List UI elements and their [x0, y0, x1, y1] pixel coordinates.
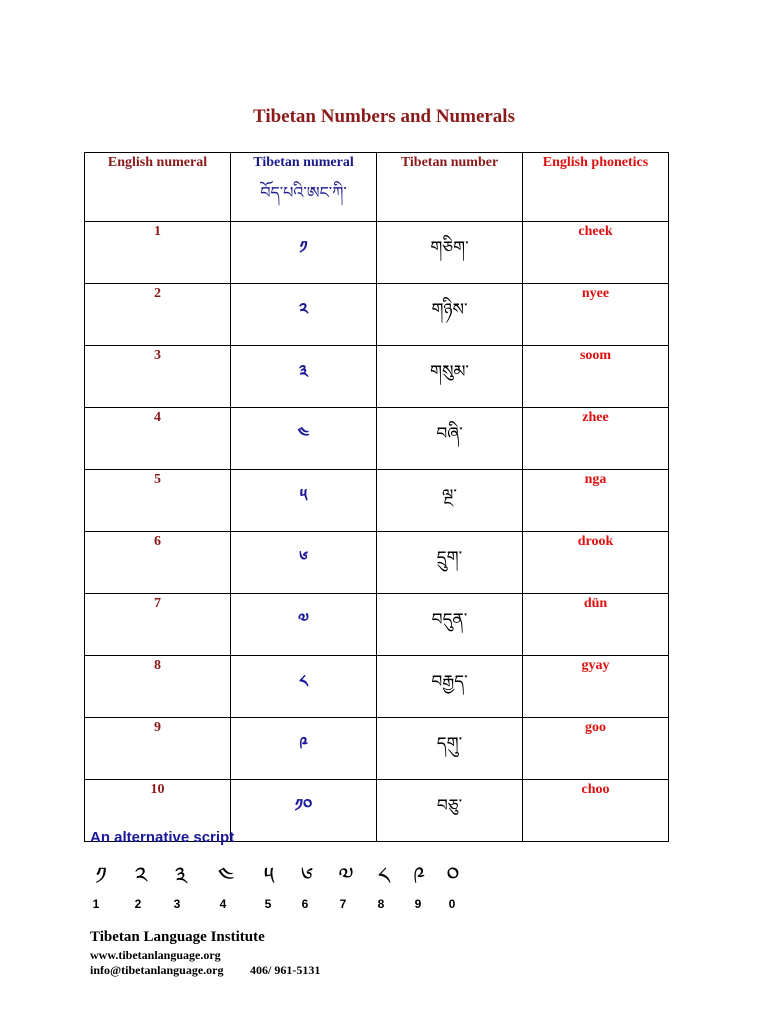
phonetic-cell: choo — [523, 780, 669, 842]
alt-glyph: ༠ — [446, 862, 460, 890]
tibetan-numeral-cell: ༤ — [231, 408, 377, 470]
tibetan-numeral-cell: ༨ — [231, 656, 377, 718]
phonetic-cell: nyee — [523, 284, 669, 346]
alt-digit: 2 — [134, 897, 142, 911]
footer-org-name: Tibetan Language Institute — [90, 929, 265, 945]
table-row — [85, 532, 669, 594]
alt-digit: 7 — [339, 897, 347, 911]
page-title: Tibetan Numbers and Numerals — [253, 106, 515, 127]
header-english-phonetics: English phonetics — [523, 153, 669, 222]
english-numeral-cell: 10 — [85, 780, 231, 842]
alt-glyph: ༨ — [377, 862, 391, 890]
tibetan-numeral-cell: ༥ — [231, 470, 377, 532]
tibetan-numeral-cell: ༡༠ — [231, 780, 377, 842]
tibetan-number-cell: དྲུག་ — [377, 532, 523, 594]
phonetic-cell: cheek — [523, 222, 669, 284]
tibetan-number-cell: གཅིག་ — [377, 222, 523, 284]
alt-glyph: ༥ — [263, 862, 275, 890]
tibetan-number-cell: བཞི་ — [377, 408, 523, 470]
table-row — [85, 656, 669, 718]
alt-digit: 3 — [173, 897, 181, 911]
table-row — [85, 594, 669, 656]
english-numeral-cell: 5 — [85, 470, 231, 532]
alt-glyph: ༡ — [95, 862, 107, 890]
alternative-script-digits — [86, 897, 476, 915]
phonetic-cell: zhee — [523, 408, 669, 470]
tibetan-number-cell: གཉིས་ — [377, 284, 523, 346]
footer-phone: 406/ 961-5131 — [250, 963, 321, 977]
english-numeral-cell: 7 — [85, 594, 231, 656]
english-numeral-cell: 3 — [85, 346, 231, 408]
table-row — [85, 470, 669, 532]
alternative-script-label: An alternative script — [90, 829, 235, 846]
alt-digit: 5 — [264, 897, 272, 911]
english-numeral-cell: 1 — [85, 222, 231, 284]
tibetan-numeral-cell: ༦ — [231, 532, 377, 594]
tibetan-number-cell: བདུན་ — [377, 594, 523, 656]
header-english-numeral: English numeral — [85, 153, 231, 222]
alt-glyph: ༣ — [174, 862, 188, 890]
header-tibetan-numeral — [231, 153, 377, 222]
alt-glyph: ༩ — [412, 862, 426, 890]
phonetic-cell: goo — [523, 718, 669, 780]
phonetic-cell: soom — [523, 346, 669, 408]
alternative-script-glyphs — [86, 850, 476, 890]
phonetic-cell: nga — [523, 470, 669, 532]
english-numeral-cell: 2 — [85, 284, 231, 346]
alt-glyph: ༤ — [217, 862, 235, 890]
alt-glyph: ༦ — [300, 862, 314, 890]
table-row — [85, 222, 669, 284]
table-row — [85, 718, 669, 780]
alt-digit: 9 — [414, 897, 422, 911]
tibetan-number-cell: ལྔ་ — [377, 470, 523, 532]
tibetan-numeral-cell: ༡ — [231, 222, 377, 284]
table-row — [85, 284, 669, 346]
alt-glyph: ༧ — [338, 862, 354, 890]
phonetic-cell: drook — [523, 532, 669, 594]
table-row — [85, 346, 669, 408]
alt-glyph: ༢ — [134, 862, 148, 890]
english-numeral-cell: 8 — [85, 656, 231, 718]
english-numeral-cell: 6 — [85, 532, 231, 594]
footer-email[interactable]: info@tibetanlanguage.org — [90, 963, 224, 977]
tibetan-numeral-cell: ༧ — [231, 594, 377, 656]
table-header-row — [85, 153, 669, 222]
tibetan-numeral-cell: ༢ — [231, 284, 377, 346]
alt-digit: 4 — [219, 897, 227, 911]
footer-website[interactable]: www.tibetanlanguage.org — [90, 948, 221, 962]
numbers-table — [84, 152, 669, 842]
tibetan-number-cell: བརྒྱད་ — [377, 656, 523, 718]
alt-digit: 0 — [448, 897, 456, 911]
tibetan-number-cell: བཅུ་ — [377, 780, 523, 842]
english-numeral-cell: 4 — [85, 408, 231, 470]
alt-digit: 8 — [377, 897, 385, 911]
english-numeral-cell: 9 — [85, 718, 231, 780]
phonetic-cell: gyay — [523, 656, 669, 718]
header-tibetan-number: Tibetan number — [377, 153, 523, 222]
tibetan-numeral-cell: ༣ — [231, 346, 377, 408]
header-tibetan-numeral-sub: བོད་པའི་ཨང་ཀི་ — [260, 183, 347, 202]
phonetic-cell: dün — [523, 594, 669, 656]
alt-digit: 6 — [301, 897, 309, 911]
alt-digit: 1 — [92, 897, 100, 911]
table-row — [85, 408, 669, 470]
header-tibetan-numeral-label: Tibetan numeral — [253, 155, 354, 170]
tibetan-numeral-cell: ༩ — [231, 718, 377, 780]
tibetan-number-cell: དགུ་ — [377, 718, 523, 780]
tibetan-number-cell: གསུམ་ — [377, 346, 523, 408]
